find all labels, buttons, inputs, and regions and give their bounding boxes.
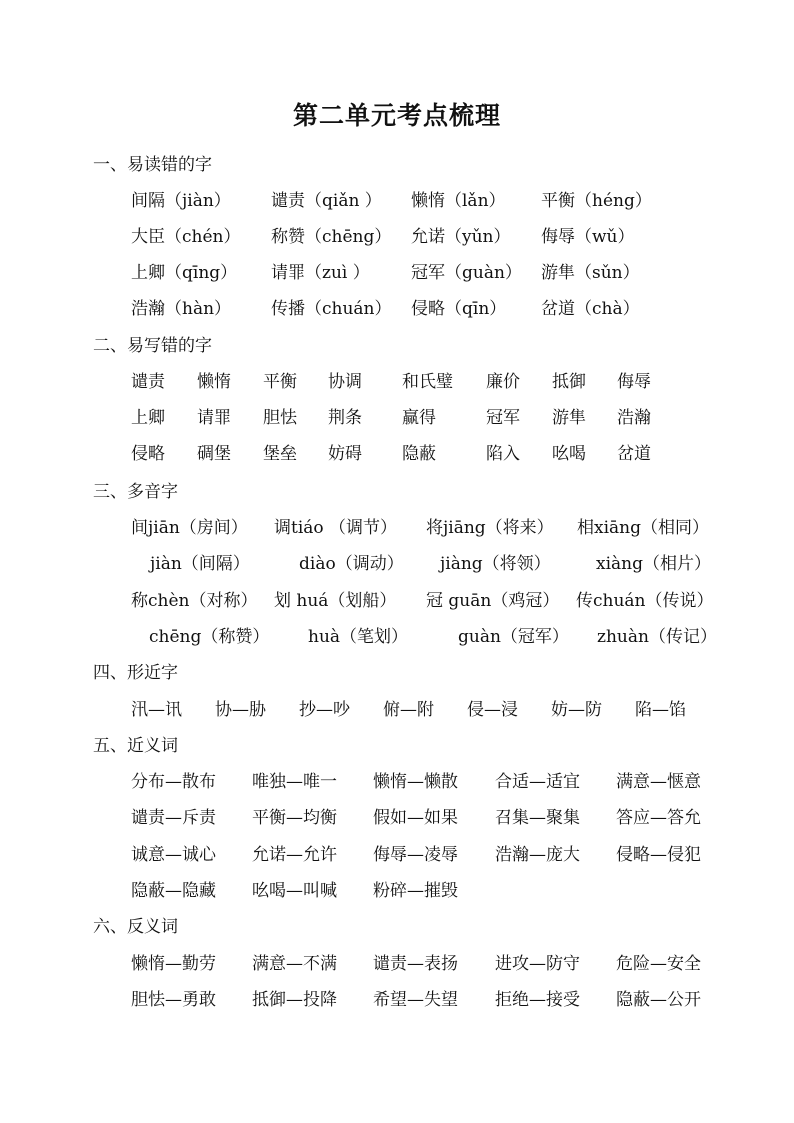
list-item: 协—胁 bbox=[215, 700, 266, 720]
list-row bbox=[0, 876, 794, 900]
list-item: 合适—适宜 bbox=[495, 772, 580, 792]
list-item: 谴责—斥责 bbox=[131, 808, 216, 828]
list-row bbox=[0, 840, 794, 864]
list-item: 分布—散布 bbox=[131, 772, 216, 792]
list-item: 妨碍 bbox=[328, 444, 362, 464]
list-item: 假如—如果 bbox=[373, 808, 458, 828]
list-item: 谴责（qiǎn ） bbox=[271, 191, 382, 211]
list-item: 游隼（sǔn） bbox=[541, 263, 640, 283]
list-item: 传chuán（传说） bbox=[576, 591, 714, 611]
list-item: jiàng（将领） bbox=[440, 554, 551, 574]
list-row bbox=[0, 513, 794, 537]
list-item: 谴责—表扬 bbox=[373, 954, 458, 974]
list-item: 浩瀚—庞大 bbox=[495, 845, 580, 865]
list-row bbox=[0, 985, 794, 1009]
list-item: 汛—讯 bbox=[131, 700, 182, 720]
list-item: 谴责 bbox=[131, 372, 165, 392]
list-item: 懒惰—懒散 bbox=[373, 772, 458, 792]
list-item: xiàng（相片） bbox=[596, 554, 711, 574]
list-item: 相xiāng（相同） bbox=[577, 518, 709, 538]
list-item: 希望—失望 bbox=[373, 990, 458, 1010]
list-item: 拒绝—接受 bbox=[495, 990, 580, 1010]
list-item: 满意—不满 bbox=[252, 954, 337, 974]
list-row bbox=[0, 258, 794, 282]
list-item: 诚意—诚心 bbox=[131, 845, 216, 865]
list-item: guàn（冠军） bbox=[458, 627, 569, 647]
list-item: 答应—答允 bbox=[616, 808, 701, 828]
list-item: 浩瀚（hàn） bbox=[131, 299, 232, 319]
list-item: 粉碎—摧毁 bbox=[373, 881, 458, 901]
list-item: 懒惰 bbox=[197, 372, 231, 392]
list-item: 抵御 bbox=[552, 372, 586, 392]
list-row bbox=[0, 586, 794, 610]
list-item: chēng（称赞） bbox=[149, 627, 270, 647]
list-row bbox=[0, 767, 794, 791]
list-item: 胆怯 bbox=[263, 408, 297, 428]
list-item: 平衡—均衡 bbox=[252, 808, 337, 828]
list-item: 大臣（chén） bbox=[131, 227, 241, 247]
list-item: 上卿（qīng） bbox=[131, 263, 238, 283]
list-row bbox=[0, 186, 794, 210]
list-item: 划 huá（划船） bbox=[274, 591, 397, 611]
list-row bbox=[0, 622, 794, 646]
list-item: 冠军 bbox=[486, 408, 520, 428]
list-item: 俯—附 bbox=[383, 700, 434, 720]
section-heading-easy-to-miswrite: 二、易写错的字 bbox=[93, 336, 212, 356]
list-item: 协调 bbox=[328, 372, 362, 392]
list-item: 隐蔽—公开 bbox=[616, 990, 701, 1010]
list-item: 危险—安全 bbox=[616, 954, 701, 974]
list-item: 吆喝—叫喊 bbox=[252, 881, 337, 901]
list-item: 胆怯—勇敢 bbox=[131, 990, 216, 1010]
list-row bbox=[0, 439, 794, 463]
list-item: 游隼 bbox=[552, 408, 586, 428]
list-row bbox=[0, 549, 794, 573]
section-heading-synonyms: 五、近义词 bbox=[93, 736, 178, 756]
list-item: 称赞（chēng） bbox=[271, 227, 392, 247]
section-heading-similar-characters: 四、形近字 bbox=[93, 663, 178, 683]
list-row bbox=[0, 294, 794, 318]
list-item: 侵—浸 bbox=[467, 700, 518, 720]
list-item: 懒惰—勤劳 bbox=[131, 954, 216, 974]
list-item: huà（笔划） bbox=[308, 627, 409, 647]
list-item: 侮辱 bbox=[617, 372, 651, 392]
list-item: 侮辱—凌辱 bbox=[373, 845, 458, 865]
list-item: 冠军（guàn） bbox=[411, 263, 522, 283]
list-item: 侵略 bbox=[131, 444, 165, 464]
list-item: 抄—吵 bbox=[299, 700, 350, 720]
list-item: 平衡（héng） bbox=[541, 191, 652, 211]
list-item: 冠 guān（鸡冠） bbox=[426, 591, 560, 611]
list-row bbox=[0, 403, 794, 427]
list-item: 上卿 bbox=[131, 408, 165, 428]
list-item: 允诺—允许 bbox=[252, 845, 337, 865]
list-item: 满意—惬意 bbox=[616, 772, 701, 792]
list-item: 陷—馅 bbox=[635, 700, 686, 720]
list-item: 妨—防 bbox=[551, 700, 602, 720]
page-title: 第二单元考点梳理 bbox=[292, 101, 501, 130]
list-row bbox=[0, 222, 794, 246]
list-item: 调tiáo （调节） bbox=[274, 518, 398, 538]
section-heading-antonyms: 六、反义词 bbox=[93, 917, 178, 937]
list-item: 岔道（chà） bbox=[541, 299, 640, 319]
list-item: 将jiāng（将来） bbox=[426, 518, 554, 538]
list-item: 请罪 bbox=[197, 408, 231, 428]
list-item: jiàn（间隔） bbox=[150, 554, 250, 574]
list-row bbox=[0, 695, 794, 719]
section-heading-polyphonic-characters: 三、多音字 bbox=[93, 482, 178, 502]
list-item: 碉堡 bbox=[197, 444, 231, 464]
list-item: 唯独—唯一 bbox=[252, 772, 337, 792]
section-heading-easy-to-misread: 一、易读错的字 bbox=[93, 155, 212, 175]
list-item: 堡垒 bbox=[263, 444, 297, 464]
list-item: 廉价 bbox=[486, 372, 520, 392]
list-item: 赢得 bbox=[402, 408, 436, 428]
list-item: 隐蔽 bbox=[402, 444, 436, 464]
list-item: 间jiān（房间） bbox=[131, 518, 248, 538]
list-item: 间隔（jiàn） bbox=[131, 191, 231, 211]
list-item: 平衡 bbox=[263, 372, 297, 392]
list-item: 和氏璧 bbox=[402, 372, 453, 392]
list-item: 侮辱（wǔ） bbox=[541, 227, 635, 247]
list-item: 抵御—投降 bbox=[252, 990, 337, 1010]
list-item: 懒惰（lǎn） bbox=[411, 191, 506, 211]
list-item: 吆喝 bbox=[552, 444, 586, 464]
list-item: 浩瀚 bbox=[617, 408, 651, 428]
list-item: 允诺（yǔn） bbox=[411, 227, 511, 247]
list-item: 召集—聚集 bbox=[495, 808, 580, 828]
list-item: 荆条 bbox=[328, 408, 362, 428]
list-item: 传播（chuán） bbox=[271, 299, 392, 319]
list-item: zhuàn（传记） bbox=[597, 627, 717, 647]
list-item: 隐蔽—隐藏 bbox=[131, 881, 216, 901]
list-item: 称chèn（对称） bbox=[131, 591, 258, 611]
list-row bbox=[0, 949, 794, 973]
list-item: 进攻—防守 bbox=[495, 954, 580, 974]
list-row bbox=[0, 367, 794, 391]
list-row bbox=[0, 803, 794, 827]
list-item: 陷入 bbox=[486, 444, 520, 464]
list-item: diào（调动） bbox=[299, 554, 404, 574]
list-item: 请罪（zuì ） bbox=[271, 263, 370, 283]
list-item: 岔道 bbox=[617, 444, 651, 464]
list-item: 侵略—侵犯 bbox=[616, 845, 701, 865]
list-item: 侵略（qīn） bbox=[411, 299, 507, 319]
